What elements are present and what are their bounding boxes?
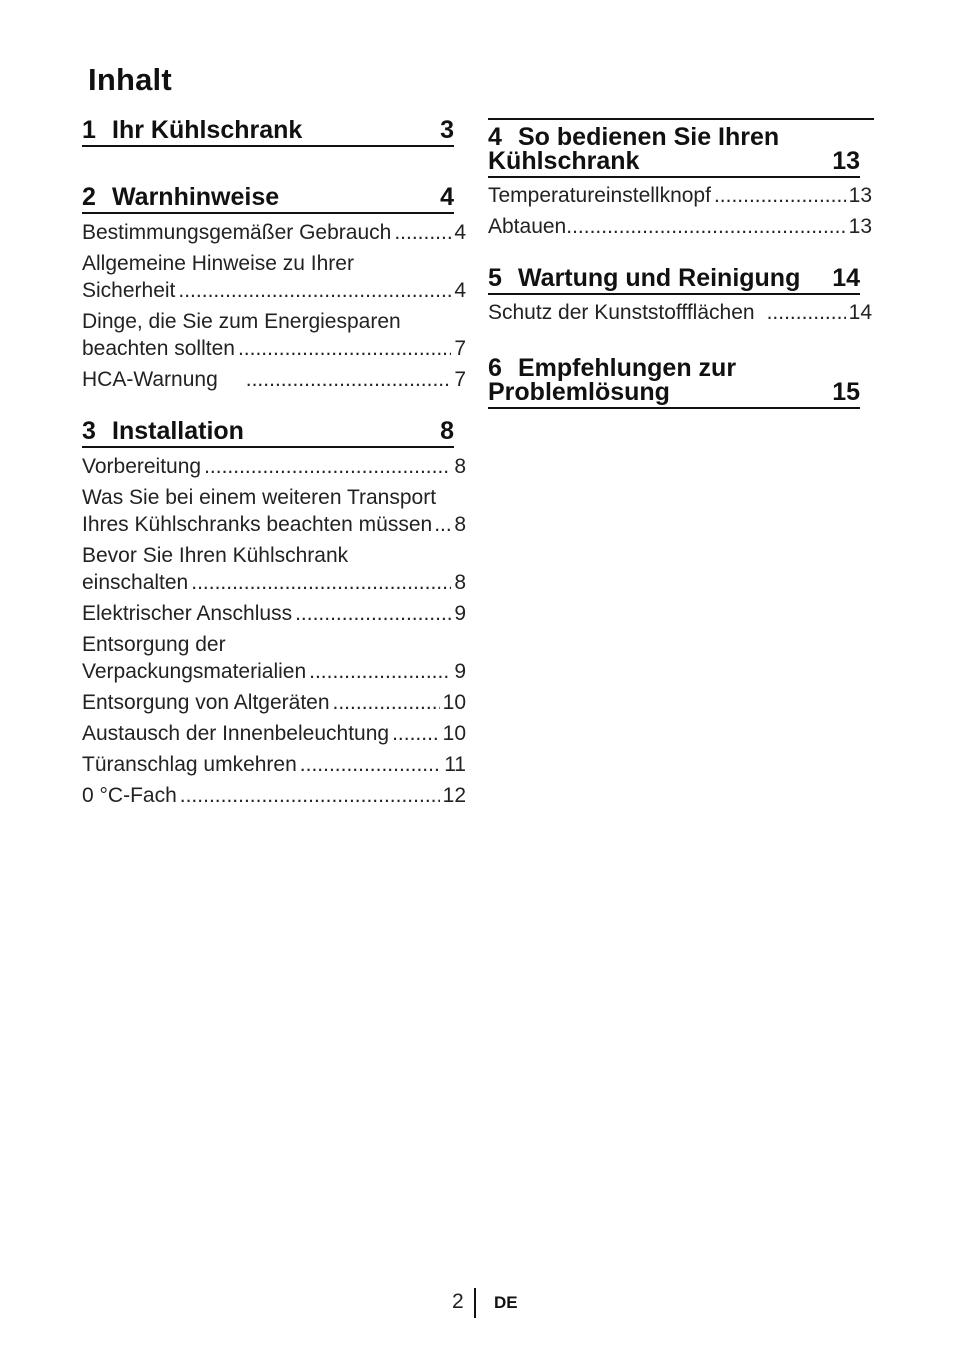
entry-title: Entsorgung von Altgeräten xyxy=(82,691,330,714)
toc-left-column xyxy=(82,118,466,813)
toc-entry[interactable] xyxy=(82,600,466,627)
entry-title: Austausch der Innenbeleuchtung xyxy=(82,722,390,745)
section-title: Installation xyxy=(112,417,244,445)
top-rule xyxy=(488,118,874,120)
entry-title: Abtauen xyxy=(488,215,567,238)
entry-title: Temperatureinstellknopf xyxy=(488,184,711,207)
entry-page: 9 xyxy=(454,660,466,683)
leader-dots xyxy=(434,511,452,538)
entry-title: Bestimmungsgemäßer Gebrauch xyxy=(82,221,392,244)
toc-entry[interactable] xyxy=(488,299,872,326)
section-title: Warnhinweise xyxy=(112,183,280,211)
leader-dots xyxy=(333,689,440,716)
entry-title: 0 °C-Fach xyxy=(82,784,177,807)
entry-title: Vorbereitung xyxy=(82,455,202,478)
entry-page: 9 xyxy=(454,602,466,625)
toc-entry[interactable] xyxy=(82,453,466,480)
leader-dots xyxy=(246,366,452,393)
leader-dots xyxy=(180,782,440,809)
entry-page: 10 xyxy=(442,722,466,745)
entry-page: 8 xyxy=(454,513,466,536)
entry-page: 8 xyxy=(454,571,466,594)
toc-section-4 xyxy=(488,125,874,240)
section-page: 3 xyxy=(440,116,454,144)
leader-dots xyxy=(191,569,451,596)
section-title-line1: Empfehlungen zur xyxy=(518,354,737,382)
entry-page: 13 xyxy=(848,215,872,238)
entry-title: Schutz der Kunststoffflächen xyxy=(488,301,755,324)
leader-dots xyxy=(394,219,451,246)
toc-section-heading[interactable] xyxy=(82,118,454,147)
footer-divider xyxy=(474,1288,476,1318)
entry-title-line: Dinge, die Sie zum Energiesparen xyxy=(82,310,401,333)
section-number: 6 xyxy=(488,354,502,382)
toc-entry[interactable] xyxy=(488,213,872,240)
toc-section-5 xyxy=(488,266,874,326)
toc-entry[interactable] xyxy=(488,182,872,209)
entry-page: 7 xyxy=(454,337,466,360)
section-number: 5 xyxy=(488,264,502,292)
toc-section-3 xyxy=(82,419,466,809)
toc-section-2 xyxy=(82,185,466,393)
leader-dots xyxy=(295,600,451,627)
toc-entry[interactable] xyxy=(82,689,466,716)
entry-page: 12 xyxy=(442,784,466,807)
entry-page: 10 xyxy=(442,691,466,714)
entry-page: 11 xyxy=(444,753,466,776)
toc-entry[interactable] xyxy=(82,250,466,304)
leader-dots xyxy=(178,277,451,304)
entry-title: Ihres Kühlschranks beachten müssen xyxy=(82,513,433,536)
entry-page: 13 xyxy=(848,184,872,207)
section-page: 8 xyxy=(440,417,454,445)
page-number: 2 xyxy=(452,1290,464,1313)
leader-dots xyxy=(238,335,451,362)
entry-title-line: Was Sie bei einem weiteren Transport xyxy=(82,486,437,509)
page-title: Inhalt xyxy=(88,62,172,97)
leader-dots xyxy=(204,453,451,480)
toc-entry[interactable] xyxy=(82,782,466,809)
toc-section-heading[interactable] xyxy=(488,356,860,409)
toc-entry[interactable] xyxy=(82,751,466,778)
section-title-line1: So bedienen Sie Ihren xyxy=(518,123,780,151)
section-title: Wartung und Reinigung xyxy=(518,264,801,292)
toc-entry[interactable] xyxy=(82,308,466,362)
leader-dots xyxy=(767,299,846,326)
toc-right-column xyxy=(488,118,874,409)
leader-dots xyxy=(392,720,440,747)
entry-page: 4 xyxy=(454,221,466,244)
section-number: 4 xyxy=(488,123,502,151)
toc-entry[interactable] xyxy=(82,366,466,393)
leader-dots xyxy=(300,751,441,778)
toc-entry[interactable] xyxy=(82,484,466,538)
section-page: 15 xyxy=(832,378,860,406)
leader-dots xyxy=(309,658,451,685)
toc-entry[interactable] xyxy=(82,542,466,596)
entry-title: Elektrischer Anschluss xyxy=(82,602,293,625)
toc-section-6 xyxy=(488,356,874,409)
entry-title: Verpackungsmaterialien xyxy=(82,660,307,683)
entry-title-line: Allgemeine Hinweise zu Ihrer xyxy=(82,252,354,275)
section-title-line2: Kühlschrank xyxy=(488,147,640,175)
section-page: 13 xyxy=(832,147,860,175)
toc-section-heading[interactable] xyxy=(82,185,454,214)
section-page: 4 xyxy=(440,183,454,211)
toc-section-1 xyxy=(82,118,466,147)
entry-title: Türanschlag umkehren xyxy=(82,753,297,776)
toc-section-heading[interactable] xyxy=(488,266,860,295)
leader-dots xyxy=(566,213,845,240)
entry-title-line: Entsorgung der xyxy=(82,633,226,656)
entry-page: 4 xyxy=(454,279,466,302)
toc-entry[interactable] xyxy=(82,219,466,246)
section-page: 14 xyxy=(832,264,860,292)
entry-page: 8 xyxy=(454,455,466,478)
toc-entry[interactable] xyxy=(82,631,466,685)
section-number: 1 xyxy=(82,116,96,144)
entry-title: beachten sollten xyxy=(82,337,235,360)
leader-dots xyxy=(714,182,846,209)
toc-section-heading[interactable] xyxy=(82,419,454,448)
section-number: 2 xyxy=(82,183,96,211)
section-number: 3 xyxy=(82,417,96,445)
page-footer xyxy=(0,1288,954,1318)
toc-entry[interactable] xyxy=(82,720,466,747)
language-code: DE xyxy=(494,1293,518,1312)
entry-page: 14 xyxy=(848,301,872,324)
section-title: Ihr Kühlschrank xyxy=(112,116,303,144)
entry-title: Sicherheit xyxy=(82,279,176,302)
entry-title: HCA-Warnung xyxy=(82,368,218,391)
entry-title: einschalten xyxy=(82,571,189,594)
toc-section-heading[interactable] xyxy=(488,125,860,178)
entry-title-line: Bevor Sie Ihren Kühlschrank xyxy=(82,544,349,567)
section-title-line2: Problemlösung xyxy=(488,378,670,406)
entry-page: 7 xyxy=(454,368,466,391)
